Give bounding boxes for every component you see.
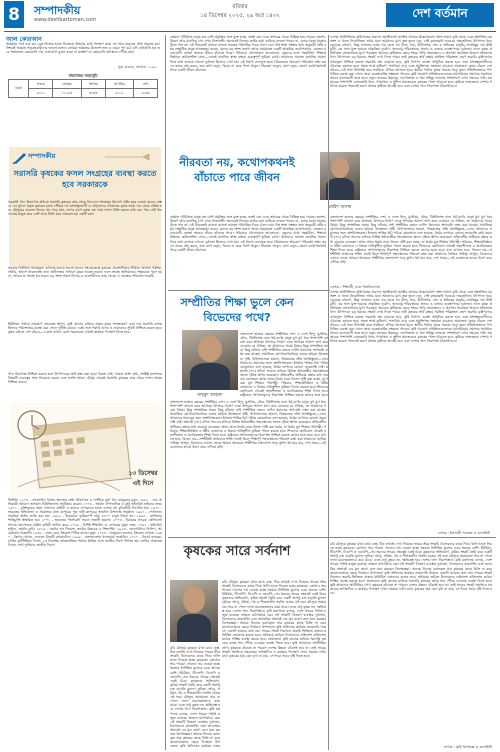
prayer-table-title: নামাজের সময়সূচি [68,73,98,78]
article-body: বাংলাদেশ হাজার বছরের সম্প্রীতির দেশ। এ দেশে হিন্দু, মুসলিম, বৌদ্ধ, খ্রিস্টানসহ নানা ধর্ম-বর্ণের মানুষ যুগ যুগ ধরে পাশাপাশি বসবাস করে আসছে। উৎসবে-পার্বণে একে অপরের আনন্দ ভাগ করে নেওয়ার যে ঐতিহ্য, তা আমাদের গর্বের বিষয়। কিন্তু সাম্প্রতিক সময়ে কিছু ঘটনায় সেই সম্প্রীতির বন্ধনে ফাটল ধরানোর অপচেষ্টা লক্ষ্য করা যাচ্ছে। সামাজিক যোগাযোগমাধ্যমে গুজব ছড়িয়ে উত্তেজনা সৃষ্টি, উপাসনালয়ে হামলা, ভিন্নমতের প্রতি অসহিষ্ণুতা—এসব আমাদের সমাজের জন্য অশনিসংকেত। ইসলাম শান্তির ধর্ম। পবিত্র কোরআনে বলা হয়েছে, ধর্মের ব্যাপারে কোনো জবরদস্তি নেই। মহানবী (সা.) মদিনা সনদের মাধ্যমে বিভিন্ন ধর্মাবলম্বীর সহাবস্থানের অনন্য দৃষ্টান্ত স্থাপন করেছেন। প্রতিবেশীর অধিকার রক্ষার কথা বারবার বলেছেন। অথচ আজ ধর্মের নামে বিভেদ সৃষ্টি করা হচ্ছে, যা ধর্মের মূল শিক্ষার পরিপন্থী। পরিবার, শিক্ষাপ্রতিষ্ঠান ও ধর্মীয় নেতাদের এ বিষয়ে দায়িত্বশীল ভূমিকা পালন করতে হবে। শিশুদের ছোটবেলা থেকেই সহনশীলতা ও মানবিকতার শিক্ষা দিতে হবে। রাষ্ট্রকেও সংখ্যালঘুদের নিরাপত্তা নিশ্চিত করতে কঠোর হতে হবে। মনে রাখতে হবে, বিভেদ নয়—সম্প্রীতিই আমাদের শক্তি। সবাই মিলে শান্তিপূর্ণ সহাবস্থানের পরিবেশ রক্ষা করা আমাদের নৈতিক দায়িত্ব। আসুন, বিভেদের দেয়াল ভেঙে আমরা আবারও সম্প্রীতির বাংলাদেশ গড়ে তুলি। ধর্ম যার যার, দেশ সবার—এই চেতনাকে হৃদয়ে ধারণ করে এগিয়ে যাই। [170,400,326,450]
prayer-time: ৩:৩৩ [81,89,105,98]
section-title: সম্পাদকীয় [34,4,81,17]
prayer-header: ফজর [29,80,53,89]
article-headline: সম্প্রীতির শিক্ষা ভুলে কেন বিভেদের পথে? [180,296,294,324]
quill-icon [12,151,28,165]
prayer-time: ৬:৩৯ [134,89,158,98]
article-body: রবি মৌসুমে কৃষকরা যখন মাঠে ব্যস্ত, ঠিক তখনই দেখা দিয়েছে সারের তীব্র সংকট। ডিলারদের কাছে গিয়ে খালি হাতে ফিরতে হচ্ছে কৃষককে। কোথাও সার পাওয়া গেলেও দাম নেওয়া হচ্ছে সরকার নির্ধারিত মূল্যের চেয়ে অনেক বেশি। ইউরিয়া, টিএসপি, ডিএপি ও এমওপি—সব ধরনের সারের ক্ষেত্রেই একই চিত্র। কৃষকদের অভিযোগ, কৃত্রিম সংকট তৈরি করে একটি অসাধু চক্র বাড়তি মুনাফা লুটছে। আলু, সরিষা, গম ও শীতকালীন সবজি চাষের এই ভরা মৌসুমে সময়মতো সার না পেলে ফলন মারাত্মকভাবে কমে যাবে। এতে শুধু কৃষক নন, ক্ষতিগ্রস্ত হবে দেশের খাদ্য নিরাপত্তাও। কৃষি মন্ত্রণালয় বলছে, দেশে সারের পর্যাপ্ত মজুত রয়েছে। তাহলে মাঠপর্যায়ে কেন এই সংকট? বিতরণ ব্যবস্থার দুর্বলতা, ডিলারদের কারসাজি এবং তদারকির অভাবই এর মূল কারণ বলে মনে করছেন বিশেষজ্ঞরা। অনেক ডিলার বরাদ্দকৃত সার কৃষকের কাছে বিক্রি না করে কালোবাজারে ছেড়ে দিচ্ছেন। উপজেলা কৃষি অফিসের কার্যকর নজরদারি থাকলে এমনটা হওয়ার কথা নয়। সারের সংকট নিরসনে জরুরি ভিত্তিতে বাজার মনিটরিং জোরদার করতে হবে। অনিয়মে জড়িত ডিলারদের লাইসেন্স বাতিলসহ কঠোর শাস্তির ব্যবস্থা করতে হবে। প্রয়োজনে কৃষি কার্ডের মাধ্যমে সরাসরি কৃষকের কাছে সার পৌঁছে দেওয়ার ব্যবস্থা নিতে হবে। কৃষি আমাদের অর্থনীতির প্রাণ। কৃষককে বাঁচাতে না পারলে দেশের উন্নয়ন টেকসই হবে না। তাই সারের সংকট সমাধানে সরকারের তাৎক্ষণিক ও কার্যকর পদক্ষেপ এখন সময়ের দাবি। মাঠে কৃষকের ঘাম যেন বৃথা না যায়, সে দিকে সবার দৃষ্টি দিতে হবে। [330,542,492,596]
article-headline: কৃষকের সারে সর্বনাশ [183,544,291,559]
section-divider [168,537,496,538]
issue-day: রবিবার [232,4,248,10]
website-link[interactable]: www.deshbartoman.com [34,17,97,23]
editorial-paragraph: খাদ্য নিরাপত্তা নিশ্চিত করতে হলে উৎপাদকের স্বার্থ রক্ষা করা ছাড়া বিকল্প নেই। আমরা আশা করি, সংশ্লিষ্ট মন্ত্রণালয় বিষয়টি গুরুত্বের সঙ্গে বিবেচনা করবে এবং চলতি আমন মৌসুম থেকেই সরাসরি কৃষকের কাছ থেকে ফসল সংগ্রহ নিশ্চিত করবে। [8,372,162,385]
quran-box-title: আল কোরআন [6,36,42,43]
prayer-header: মাগরিব [105,80,133,89]
article-body: বাংলাদেশ হাজার বছরের সম্প্রীতির দেশ। এ দেশে হিন্দু, মুসলিম, বৌদ্ধ, খ্রিস্টানসহ নানা ধর্ম-বর্ণের মানুষ যুগ যুগ ধরে পাশাপাশি বসবাস করে আসছে। উৎসবে-পার্বণে একে অপরের আনন্দ ভাগ করে নেওয়ার যে ঐতিহ্য, তা আমাদের গর্বের বিষয়। কিন্তু সাম্প্রতিক সময়ে কিছু ঘটনায় সেই সম্প্রীতির বন্ধনে ফাটল ধরানোর অপচেষ্টা লক্ষ্য করা যাচ্ছে। সামাজিক যোগাযোগমাধ্যমে গুজব ছড়িয়ে উত্তেজনা সৃষ্টি, উপাসনালয়ে হামলা, ভিন্নমতের প্রতি অসহিষ্ণুতা—এসব আমাদের সমাজের জন্য অশনিসংকেত। ইসলাম শান্তির ধর্ম। পবিত্র কোরআনে বলা হয়েছে, ধর্মের ব্যাপারে কোনো জবরদস্তি নেই। মহানবী (সা.) মদিনা সনদের মাধ্যমে বিভিন্ন ধর্মাবলম্বীর সহাবস্থানের অনন্য দৃষ্টান্ত স্থাপন করেছেন। প্রতিবেশীর অধিকার রক্ষার কথা বারবার বলেছেন। অথচ আজ ধর্মের নামে বিভেদ সৃষ্টি করা হচ্ছে, যা ধর্মের মূল শিক্ষার পরিপন্থী। পরিবার, শিক্ষাপ্রতিষ্ঠান ও ধর্মীয় নেতাদের এ বিষয়ে দায়িত্বশীল ভূমিকা পালন করতে হবে। শিশুদের ছোটবেলা থেকেই সহনশীলতা ও মানবিকতার শিক্ষা দিতে হবে। রাষ্ট্রকেও সংখ্যালঘুদের নিরাপত্তা নিশ্চিত করতে কঠোর হতে হবে। মনে রাখতে হবে, বিভেদ নয়—সম্প্রীতিই আমাদের শক্তি। সবাই মিলে শান্তিপূর্ণ সহাবস্থানের পরিবেশ রক্ষা করা আমাদের নৈতিক দায়িত্ব। আসুন, বিভেদের দেয়াল ভেঙে আমরা আবারও সম্প্রীতির বাংলাদেশ গড়ে তুলি। ধর্ম যার যার, দেশ সবার—এই চেতনাকে হৃদয়ে ধারণ করে এগিয়ে যাই। [330,215,492,265]
prayer-city: ঢাকা [9,80,29,98]
article-body: বর্তমান পৃথিবীতে মানুষ যত বেশি প্রযুক্তির সঙ্গে যুক্ত হচ্ছে, ততই যেন একে অপরের থেকে বিচ্ছিন্ন হয়ে পড়ছে। হতাশা, উদ্বেগ আর মানসিক চাপ এখন নিত্যসঙ্গী। অনেকেই নিজের কষ্টের কথা কাউকে বলতে পারেন না, বলার মতো মানুষও খুঁজে পান না। এই নীরবতাই কখনো কখনো ভয়াবহ পরিণতির দিকে ঠেলে দেয়। বিশ্ব স্বাস্থ্য সংস্থার তথ্য অনুযায়ী প্রতি বছর লক্ষাধিক মানুষ আত্মহত্যা করেন, যাদের বড় অংশ তরুণ। অথচ সময়মতো একটি আন্তরিক কথোপকথন, একজন মনোযোগী শ্রোতা অনেক জীবন বাঁচাতে পারে। পরিবারে খোলামেলা আলোচনা, বন্ধুদের মধ্যে সহমর্মিতা, শিক্ষাপ্রতিষ্ঠানে কাউন্সেলিং সেবা—এসবই মানসিক স্বাস্থ্য রক্ষায় গুরুত্বপূর্ণ ভূমিকা রাখে। আমাদের সমাজে মানসিক সমস্যা নিয়ে কথা বলাকে এখনো দুর্বলতা হিসেবে দেখা হয়। এই ধারণা বদলাতে হবে। প্রিয়জনের আচরণে পরিবর্তন লক্ষ্য করলে তাকে প্রশ্ন করুন, তার কথা শুনুন, বিচার না করে পাশে থাকুন। নীরবতা ভাঙুন, কথা বলুন—কারণ কথোপকথনই পারে একটি জীবন বাঁচাতে। [170,215,326,252]
this-day-subtitle: এই দিনে [132,480,154,487]
article-body: বাংলাদেশ হাজার বছরের সম্প্রীতির দেশ। এ দেশে হিন্দু, মুসলিম, বৌদ্ধ, খ্রিস্টানসহ নানা ধর্ম-বর্ণের মানুষ যুগ যুগ ধরে পাশাপাশি বসবাস করে আসছে। উৎসবে-পার্বণে একে অপরের আনন্দ ভাগ করে নেওয়ার যে ঐতিহ্য, তা আমাদের গর্বের বিষয়। কিন্তু সাম্প্রতিক সময়ে কিছু ঘটনায় সেই সম্প্রীতির বন্ধনে ফাটল ধরানোর অপচেষ্টা লক্ষ্য করা যাচ্ছে। সামাজিক যোগাযোগমাধ্যমে গুজব ছড়িয়ে উত্তেজনা সৃষ্টি, উপাসনালয়ে হামলা, ভিন্নমতের প্রতি অসহিষ্ণুতা—এসব আমাদের সমাজের জন্য অশনিসংকেত। ইসলাম শান্তির ধর্ম। পবিত্র কোরআনে বলা হয়েছে, ধর্মের ব্যাপারে কোনো জবরদস্তি নেই। মহানবী (সা.) মদিনা সনদের মাধ্যমে বিভিন্ন ধর্মাবলম্বীর সহাবস্থানের অনন্য দৃষ্টান্ত স্থাপন করেছেন। প্রতিবেশীর অধিকার রক্ষার কথা বারবার বলেছেন। অথচ আজ ধর্মের নামে বিভেদ সৃষ্টি করা হচ্ছে, যা ধর্মের মূল শিক্ষার পরিপন্থী। পরিবার, শিক্ষাপ্রতিষ্ঠান ও ধর্মীয় নেতাদের এ বিষয়ে দায়িত্বশীল ভূমিকা পালন করতে হবে। শিশুদের ছোটবেলা থেকেই সহনশীলতা ও মানবিকতার শিক্ষা দিতে হবে। রাষ্ট্রকেও সংখ্যালঘুদের নিরাপত্তা নিশ্চিত করতে কঠোর হতে হবে। [240,332,328,397]
masthead-brand-text: দেশ বর্তমান [412,6,468,20]
prayer-time: ৫:১২ [105,89,133,98]
prayer-time: ৫:১২ [29,89,53,98]
column-divider [328,35,329,540]
section-divider [168,290,330,291]
pen-nib-decoration [105,151,150,163]
editorial-badge: সম্পাদকীয় [28,152,56,160]
author-photo [182,330,238,390]
article-author-note: লেখক : শিক্ষার্থী, ঢাকা বিশ্ববিদ্যালয় [330,285,380,289]
prayer-header: আসর [81,80,105,89]
author-photo [320,152,360,200]
prayer-time: ১১:৫৩ [53,89,82,98]
quran-verse: আল্লাহর পথে ব্যয় কর এবং নিজের হাতে নিজেকে ধ্বংসের মধ্যে নিক্ষেপ করো না। আর মানুষের প্রতি অনুগ্রহ কর। নিশ্চয়ই আল্লাহ অনুগ্রহকারীদের ভালোবাসেন। তোমরা আল্লাহর উদ্দেশ্যে হজ ও ওমরা পূর্ণ কর। যদি বাধাপ্রাপ্ত হও তবে সহজলভ্য কোরবানি দাও এবং মাথা মুণ্ডন করো না যতক্ষণ না কোরবানি যথাস্থানে পৌঁছে যায়। [6,42,160,55]
article-body: রবি মৌসুমে কৃষকরা যখন মাঠে ব্যস্ত, ঠিক তখনই দেখা দিয়েছে সারের তীব্র সংকট। ডিলারদের কাছে গিয়ে খালি হাতে ফিরতে হচ্ছে কৃষককে। কোথাও সার পাওয়া গেলেও দাম নেওয়া হচ্ছে সরকার নির্ধারিত মূল্যের চেয়ে অনেক বেশি। ইউরিয়া, টিএসপি, ডিএপি ও এমওপি—সব ধরনের সারের ক্ষেত্রেই একই চিত্র। কৃষকদের অভিযোগ, কৃত্রিম সংকট তৈরি করে একটি অসাধু চক্র বাড়তি মুনাফা লুটছে। আলু, সরিষা, গম ও শীতকালীন সবজি চাষের এই ভরা মৌসুমে সময়মতো সার না পেলে ফলন মারাত্মকভাবে কমে যাবে। এতে শুধু কৃষক নন, ক্ষতিগ্রস্ত হবে দেশের খাদ্য নিরাপত্তাও। কৃষি মন্ত্রণালয় বলছে, দেশে সারের পর্যাপ্ত মজুত রয়েছে। তাহলে মাঠপর্যায়ে কেন এই সংকট? বিতরণ ব্যবস্থার দুর্বলতা, ডিলারদের কারসাজি এবং তদারকির অভাবই এর মূল কারণ বলে মনে করছেন বিশেষজ্ঞরা। অনেক ডিলার বরাদ্দকৃত সার কৃষকের কাছে বিক্রি না করে কালোবাজারে ছেড়ে দিচ্ছেন। উপজেলা কৃষি অফিসের কার্যকর নজরদারি থাকলে এমনটা হওয়ার কথা নয়। সারের সংকট নিরসনে জরুরি ভিত্তিতে বাজার মনিটরিং জোরদার করতে হবে। অনিয়মে জড়িত ডিলারদের লাইসেন্স বাতিলসহ কঠোর শাস্তির ব্যবস্থা করতে হবে। প্রয়োজনে কৃষি কার্ডের মাধ্যমে সরাসরি কৃষকের কাছে সার পৌঁছে দেওয়ার ব্যবস্থা নিতে হবে। কৃষি আমাদের অর্থনীতির প্রাণ। কৃষককে বাঁচাতে না পারলে দেশের উন্নয়ন টেকসই হবে না। তাই সারের সংকট সমাধানে সরকারের তাৎক্ষণিক ও কার্যকর পদক্ষেপ এখন সময়ের দাবি। মাঠে কৃষকের ঘাম যেন বৃথা না যায়, সে দিকে সবার দৃষ্টি দিতে হবে। [222,580,326,658]
article-author: মাহমুদ আহমদ [197,393,223,398]
editorial-paragraph: সরকার নির্ধারিত সংগ্রহমূল্য কাগজে-কলমে ভালো হলেও সংগ্রহকেন্দ্রে কৃষকের প্রবেশাধিকার সীমিত। আর্দ্রতা পরীক্ষা, লটারি, অ্যাপে নিবন্ধনসহ নানা জটিলতায় সাধারণ কৃষক আগ্রহ হারান। ফলে সংগ্রহ অভিযানের লক্ষ্যমাত্রা পূরণ হয় না, আবার যা সংগ্রহ হয় তারও বড় অংশ আসে মিলার ও ব্যবসায়ীদের কাছ থেকে। এ অবস্থার পরিবর্তন জরুরি। [8,266,162,279]
author-photo [170,580,218,642]
column-divider [165,35,166,750]
this-day-list: খ্রিস্টাব্দ ১২০৪ - তৎকালীন বিশ্বের অন্যতম শ্রেষ্ঠ চিকিৎসক ও দার্শনিক মুসা বিন মায়মুনের মৃত্যু। ১৬৪২ - ডাচ অভিযাত্রী আবেল তাসমান নিউজিল্যান্ড আবিষ্কার করেন। ১৭৭৪ - জার্মান ঔপন্যাসিক ও কবি হাইনরিখ হাইনের জন্ম। ১৯৭১ - মুক্তিযুদ্ধের সময় দখলদার বাহিনী ও তাদের দোসরদের হাতে দেশের বহু বুদ্ধিজীবী নিখোঁজ হন। ১৯৭৭ - ভারতের অভিনেতা ও প্রযোজক রাজ কাপুরের পুত্র ঋষি কাপুরের জন্মদিন উপলক্ষে অনুষ্ঠান। ১৯৮১ - পোল্যান্ডে সামরিক আইন জারি করা হয়। ১৯৮২ - ইয়েমেনে ভূমিকম্পে প্রায় ২৮০০ মানুষ নিহত হন। ১৯৯৫ - বসনিয়ায় শান্তিচুক্তি স্বাক্ষরিত হয়। ২০০১ - ভারতের পার্লামেন্ট ভবনে সন্ত্রাসী হামলা। ২০০৩ - ইরাকের সাবেক প্রেসিডেন্ট সাদ্দাম হোসেনকে মার্কিন বাহিনী আটক করে। ২০১৬ - বিশিষ্ট শিক্ষাবিদ ও লেখকের মৃত্যু। জন্ম: ১৭৯৭ - হাইনরিখ হাইনে, জার্মান কবি। ১৮১৬ - ভের্নার ফন সিমেন্স, জার্মান উদ্ভাবক ও শিল্পপতি। ১৯২৩ - অ্যান্টোনিও ফিলিপ, আমেরিকান বিজ্ঞানী। ১৯৪৮ - জেফ বেক, ইংরেজ গিটার বাদক। মৃত্যু: ১৭৮৪ - স্যামুয়েল জনসন, ইংরেজ লেখক। ১৯৩০ - ফ্রিৎস প্রেগল, নোবেল বিজয়ী রসায়নবিদ। ১৯৯৫ - বাংলাদেশের খ্যাতনামা ভাষাবিদ। ২০১০ - রিচার্ড হলব্রুক, মার্কিন কূটনীতিক। দিবস: ১৩ ডিসেম্বর আন্তর্জাতিক পর্যায়ে বিভিন্ন দেশে জাতীয় দিবস পালিত হয়। মাল্টার প্রজাতন্ত্র দিবস। সেন্ট লুসিয়ার জাতীয় দিবস। [8,498,162,548]
article-body: রবি মৌসুমে কৃষকরা যখন মাঠে ব্যস্ত, ঠিক তখনই দেখা দিয়েছে সারের তীব্র সংকট। ডিলারদের কাছে গিয়ে খালি হাতে ফিরতে হচ্ছে কৃষককে। কোথাও সার পাওয়া গেলেও দাম নেওয়া হচ্ছে সরকার নির্ধারিত মূল্যের চেয়ে অনেক বেশি। ইউরিয়া, টিএসপি, ডিএপি ও এমওপি—সব ধরনের সারের ক্ষেত্রেই একই চিত্র। কৃষকদের অভিযোগ, কৃত্রিম সংকট তৈরি করে একটি অসাধু চক্র বাড়তি মুনাফা লুটছে। আলু, সরিষা, গম ও শীতকালীন সবজি চাষের এই ভরা মৌসুমে সময়মতো সার না পেলে ফলন মারাত্মকভাবে কমে যাবে। এতে শুধু কৃষক নন, ক্ষতিগ্রস্ত হবে দেশের খাদ্য নিরাপত্তাও। কৃষি মন্ত্রণালয় বলছে, দেশে সারের পর্যাপ্ত মজুত রয়েছে। তাহলে মাঠপর্যায়ে কেন এই সংকট? বিতরণ ব্যবস্থার দুর্বলতা, ডিলারদের কারসাজি এবং তদারকির অভাবই এর মূল কারণ বলে মনে করছেন বিশেষজ্ঞরা। অনেক ডিলার বরাদ্দকৃত সার কৃষকের কাছে বিক্রি না করে কালোবাজারে ছেড়ে দিচ্ছেন। উপজেলা কৃষি অফিসের কার্যকর নজর [170,646,220,748]
prayer-times-table [8,79,158,98]
masthead-logo [386,3,494,27]
article-body: দেশের অর্থনীতিতে কৃষিখাতের অবদান অনস্বীকার্য। জাতীয় আয়ের উল্লেখযোগ্য অংশ আসে কৃষি থেকে এবং শ্রমশক্তির বড় অংশ এ খাতে নিয়োজিত। অথচ যারা আমাদের মুখে অন্ন তুলে দেন, সেই কৃষকেরাই সবচেয়ে অবহেলিত। উৎপাদন খরচ বেড়েছে বহুগুণ, কিন্তু ফসলের ন্যায্য দাম মেলে না। বীজ, সার, কীটনাশক, সেচ ও শ্রমিকের মজুরি—সবকিছুর দাম ঊর্ধ্বমুখী। এর সঙ্গে যুক্ত হয়েছে প্রাকৃতিক দুর্যোগ, জলবায়ু পরিবর্তনের প্রভাব ও বাজার ব্যবস্থাপনার দুর্বলতা। ফলে কৃষক প্রতিনিয়ত লোকসানের মুখে পড়ছেন। অনেকে কৃষিকাজ ছেড়ে শহরে পাড়ি জমাচ্ছেন। এ প্রবণতা অব্যাহত থাকলে ভবিষ্যতে খাদ্য উৎপাদনে বড় ধরনের সংকট দেখা দিতে পারে। তাই কৃষকের স্বার্থ রক্ষায় সমন্বিত পরিকল্পনা গ্রহণ জরুরি। কৃষিপণ্যের ন্যায্যমূল্য নিশ্চিত করতে সরকারি ক্রয় বাড়াতে হবে, কৃষি বিপণন ব্যবস্থা আধুনিক করতে হবে এবং মধ্যস্বত্বভোগীদের দৌরাত্ম্য কমাতে হবে। সহজ শর্তে কৃষিঋণ, শস্যবিমা চালু এবং প্রযুক্তিগত সহায়তা বাড়ানো প্রয়োজন। কৃষক বাঁচলে দেশ বাঁচবে—এই সত্য উপলব্ধি করে সবাইকে এগিয়ে আসতে হবে। স্থানীয় পর্যায়ে কৃষক সমবায় গড়ে তুলে সম্মিলিতভাবে পণ্য বিক্রির ব্যবস্থা করা গেলে তারা দরকষাকষির সক্ষমতা পাবেন। কৃষি গবেষণা প্রতিষ্ঠানগুলোকে মাঠপর্যায়ের সমস্যার সমাধানে আরও মনোযোগী হতে হবে। নতুন জাতের উদ্ভাবন, লবণাক্ততা ও খরা সহিষ্ণু ফসলের সম্প্রসারণ এখন সময়ের দাবি। সরকারের পাশাপাশি বেসরকারি খাত, গণমাধ্যম ও সুশীল সমাজকেও কৃষকের পাশে দাঁড়াতে হবে। কৃষিকে লাভজনক পেশায় পরিণত করতে পারলেই তরুণ প্রজন্ম কৃষিতে আগ্রহী হবে এবং দেশের খাদ্য নিরাপত্তা টেকসই হবে। [330,290,492,344]
header-divider [4,31,496,32]
page-number: 8 [4,1,24,28]
article-headline: নীরবতা নয়, কথোপকথনই বাঁচাতে পারে জীবন [179,156,295,184]
editorial-headline: সরাসরি কৃষকের ফসল সংগ্রহের ব্যবস্থা করতে হবে সরকারকে [13,169,157,189]
article-text-continued: বর্তমান পৃথিবীতে মানুষ যত বেশি প্রযুক্তির সঙ্গে যুক্ত হচ্ছে, ততই যেন একে অপরের থেকে বিচ্ছিন্ন হয়ে পড়ছে। হতাশা, উদ্বেগ আর মানসিক চাপ এখন নিত্যসঙ্গী। অনেকেই নিজের কষ্টের কথা কাউকে বলতে পারেন না, বলার মতো মানুষও খুঁজে পান না। এই নীরবতাই কখনো কখনো ভয়াবহ পরিণতির দিকে ঠেলে দেয়। বিশ্ব স্বাস্থ্য সংস্থার তথ্য অনুযায়ী প্রতি বছর লক্ষাধিক মানুষ আত্মহত্যা করেন, যাদের বড় অংশ তরুণ। অথচ সময়মতো একটি আন্তরিক কথোপকথন, একজন মনোযোগী শ্রোতা অনেক জীবন বাঁচাতে পারে। পরিবারে খোলামেলা আলোচনা, বন্ধুদের মধ্যে সহমর্মিতা, শিক্ষাপ্রতিষ্ঠানে কাউন্সেলিং সেবা—এসবই মানসিক স্বাস্থ্য রক্ষায় গুরুত্বপূর্ণ ভূমিকা রাখে। আমাদের সমাজে মানসিক সমস্যা নিয়ে কথা বলাকে এখনো দুর্বলতা হিসেবে দেখা হয়। এই ধারণা বদলাতে হবে। প্রিয়জনের আচরণে পরিবর্তন লক্ষ্য করলে তাকে প্রশ্ন করুন, তার কথা শুনুন, বিচার না করে পাশে থাকুন। নীরবতা ভাঙুন, কথা বলুন—কারণ কথোপকথনই পারে একটি জীবন বাঁচাতে। [170,35,326,72]
issue-date: ১৪ ডিসেম্বর ২০২৫, ২৯ অগ্র ১৪৩২ [200,13,280,19]
prayer-header: জোহর [53,80,82,89]
prayer-header: এশা [134,80,158,89]
editorial-paragraph: ইউনিয়ন পর্যায়ে ভ্রাম্যমাণ ক্রয়কেন্দ্র স্থাপন, কৃষি কার্ডের মাধ্যমে প্রকৃত কৃষক শনাক্তকরণ এবং দাম সরাসরি ব্যাংক হিসাবে পরিশোধের ব্যবস্থা করা গেলে দুর্নীতি কমবে। একই সঙ্গে পর্যাপ্ত গুদাম ও শুকানোর সুবিধা নিশ্চিত করতে হবে। কৃষক বাঁচলে দেশ বাঁচবে—এ কথা মাথায় রেখে সরকারকে এখনই কার্যকর পদক্ষেপ নিতে হবে। [8,322,162,335]
quran-reference: সুরা বাকারা, আয়াত : ১৯৫ [118,65,156,69]
article-author-note: লেখক : কৃষি বিশেষজ্ঞ ও কলামিস্ট [443,745,492,749]
article-author-note: লেখক : ইসলামী গবেষক ও কলামিস্ট [437,531,490,535]
article-author: মেহিদ আলম [328,205,352,210]
editorial-paragraph: সরকারি খাদ্য বিভাগের মাধ্যমে সরাসরি কৃষকের কাছ থেকে ধান-চাল সংগ্রহের উদ্যোগ প্রতি বছর নেওয়া হলেও বাস্তবে এর সুফল প্রকৃত কৃষকের হাতে পৌঁছায় না। মধ্যস্বত্বভোগী ও ফড়িয়াদের দৌরাত্ম্যে কৃষক ন্যায্য দাম থেকে বঞ্চিত হন। মৌসুমের শুরুতে ধানের দাম পড়ে যায়, ঋণের চাপে কৃষক কম দামে ফসল বিক্রি করতে বাধ্য হন। পরে সেই ধান গুদামে মজুত করে বেশি দামে বিক্রি করে লাভবান হয় একটি চক্র। [8,200,162,217]
column-divider [328,540,329,750]
this-day-title: ১৩ ডিসেম্বর [128,470,158,477]
article-text-continued: দেশের অর্থনীতিতে কৃষিখাতের অবদান অনস্বীকার্য। জাতীয় আয়ের উল্লেখযোগ্য অংশ আসে কৃষি থেকে এবং শ্রমশক্তির বড় অংশ এ খাতে নিয়োজিত। অথচ যারা আমাদের মুখে অন্ন তুলে দেন, সেই কৃষকেরাই সবচেয়ে অবহেলিত। উৎপাদন খরচ বেড়েছে বহুগুণ, কিন্তু ফসলের ন্যায্য দাম মেলে না। বীজ, সার, কীটনাশক, সেচ ও শ্রমিকের মজুরি—সবকিছুর দাম ঊর্ধ্বমুখী। এর সঙ্গে যুক্ত হয়েছে প্রাকৃতিক দুর্যোগ, জলবায়ু পরিবর্তনের প্রভাব ও বাজার ব্যবস্থাপনার দুর্বলতা। ফলে কৃষক প্রতিনিয়ত লোকসানের মুখে পড়ছেন। অনেকে কৃষিকাজ ছেড়ে শহরে পাড়ি জমাচ্ছেন। এ প্রবণতা অব্যাহত থাকলে ভবিষ্যতে খাদ্য উৎপাদনে বড় ধরনের সংকট দেখা দিতে পারে। তাই কৃষকের স্বার্থ রক্ষায় সমন্বিত পরিকল্পনা গ্রহণ জরুরি। কৃষিপণ্যের ন্যায্যমূল্য নিশ্চিত করতে সরকারি ক্রয় বাড়াতে হবে, কৃষি বিপণন ব্যবস্থা আধুনিক করতে হবে এবং মধ্যস্বত্বভোগীদের দৌরাত্ম্য কমাতে হবে। সহজ শর্তে কৃষিঋণ, শস্যবিমা চালু এবং প্রযুক্তিগত সহায়তা বাড়ানো প্রয়োজন। কৃষক বাঁচলে দেশ বাঁচবে—এই সত্য উপলব্ধি করে সবাইকে এগিয়ে আসতে হবে। স্থানীয় পর্যায়ে কৃষক সমবায় গড়ে তুলে সম্মিলিতভাবে পণ্য বিক্রির ব্যবস্থা করা গেলে তারা দরকষাকষির সক্ষমতা পাবেন। কৃষি গবেষণা প্রতিষ্ঠানগুলোকে মাঠপর্যায়ের সমস্যার সমাধানে আরও মনোযোগী হতে হবে। নতুন জাতের উদ্ভাবন, লবণাক্ততা ও খরা সহিষ্ণু ফসলের সম্প্রসারণ এখন সময়ের দাবি। সরকারের পাশাপাশি বেসরকারি খাত, গণমাধ্যম ও সুশীল সমাজকেও কৃষকের পাশে দাঁড়াতে হবে। কৃষিকে লাভজনক পেশায় পরিণত করতে পারলেই তরুণ প্রজন্ম কৃষিতে আগ্রহী হবে এবং দেশের খাদ্য নিরাপত্তা টেকসই হবে। [330,35,492,89]
